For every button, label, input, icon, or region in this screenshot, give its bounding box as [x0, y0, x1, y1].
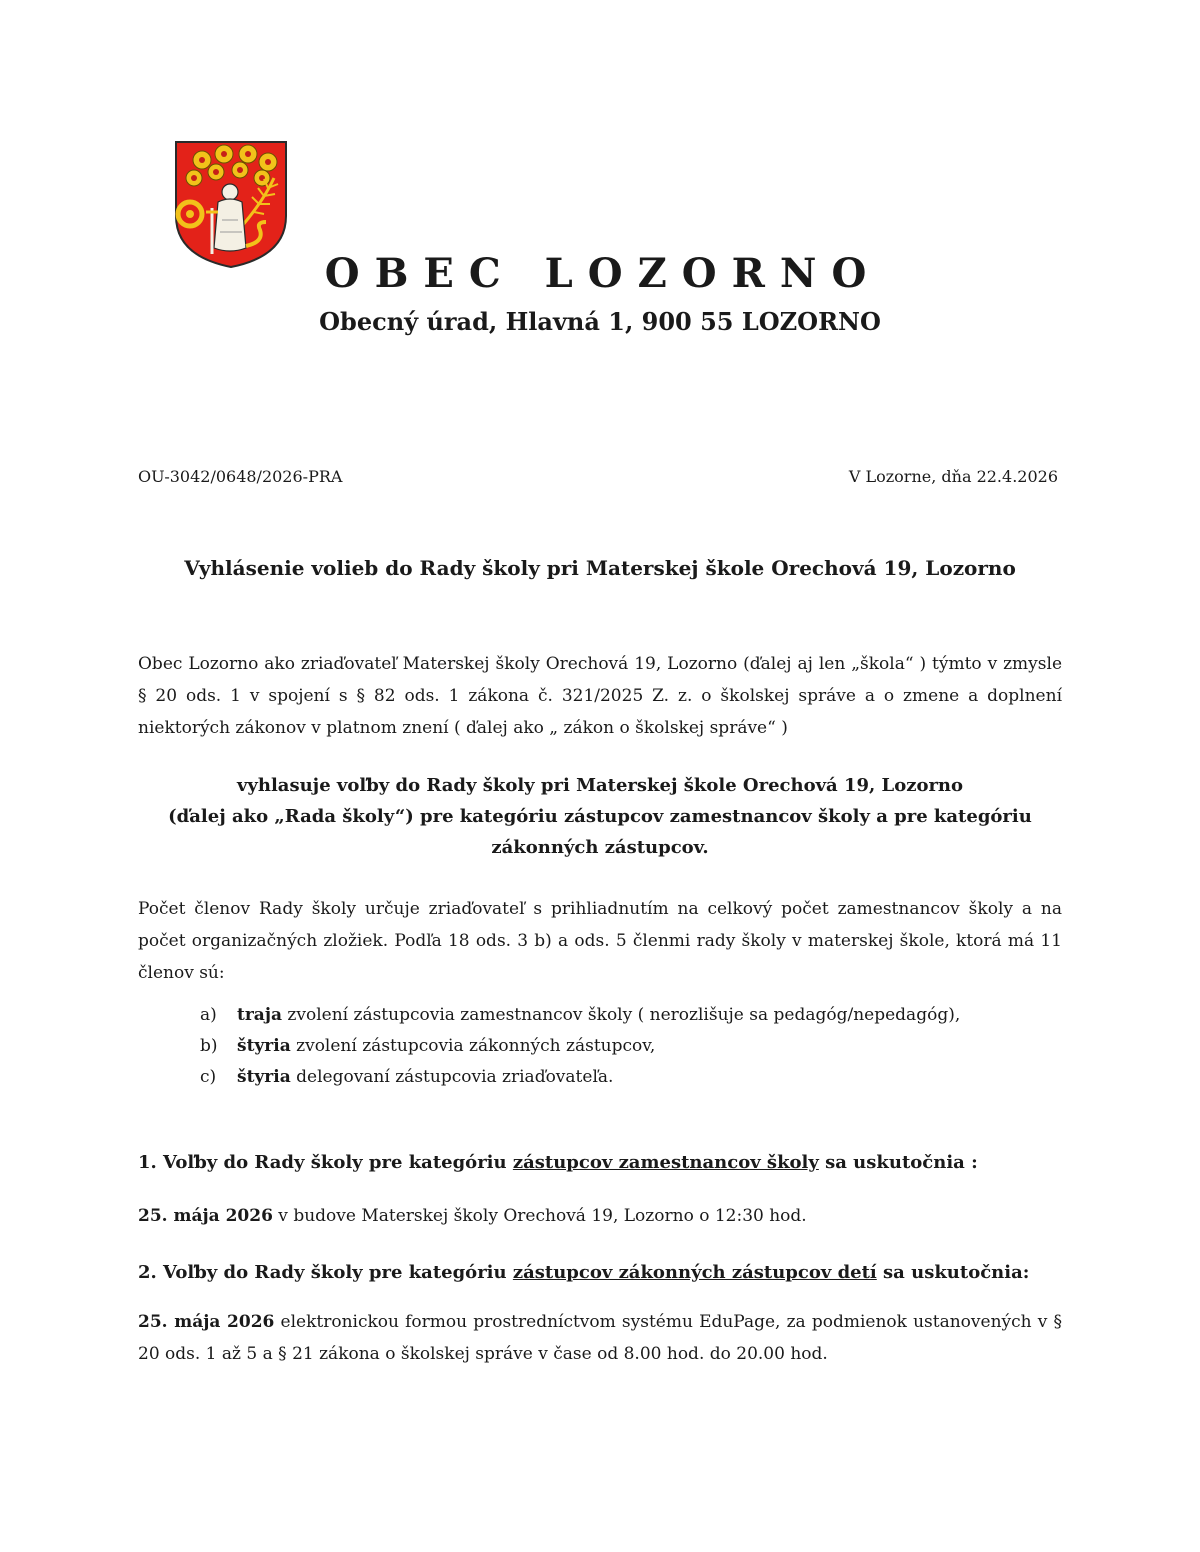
declaration-line-3: zákonných zástupcov. [491, 837, 709, 858]
list-item [200, 1000, 1060, 1031]
member-description: delegovaní zástupcovia zriaďovateľa. [290, 1067, 614, 1087]
members-paragraph: Počet členov Rady školy určuje zriaďovateľ s prihliadnutím na celkový počet zamestnancov školy a na počet organizačných zložiek. Podľa 18 ods. 3 b) a ods. 5 členmi rady školy v materskej škole, ktorá má 11 členov sú: [138, 899, 1062, 983]
list-marker: a) [200, 1005, 217, 1025]
place-and-date: V Lozorne, dňa 22.4.2026 [848, 467, 1058, 486]
member-description: zvolení zástupcovia zákonných zástupcov, [290, 1036, 656, 1056]
member-count: traja [237, 1005, 282, 1025]
section-1-text: v budove Materskej školy Orechová 19, Lozorno o 12:30 hod. [272, 1206, 807, 1226]
section-1-heading [138, 1152, 978, 1173]
document-title: Vyhlásenie volieb do Rady školy pri Materskej škole Orechová 19, Lozorno [184, 556, 1016, 580]
section-2-heading [138, 1262, 1029, 1283]
list-marker: c) [200, 1067, 217, 1087]
list-item [200, 1031, 1060, 1062]
section-1-details [138, 1200, 1062, 1232]
member-list [200, 1000, 1060, 1093]
section-2-heading-end: sa uskutočnia: [876, 1262, 1030, 1283]
organization-address: Obecný úrad, Hlavná 1, 900 55 LOZORNO [319, 307, 881, 336]
declaration-line-1: vyhlasuje voľby do Rady školy pri Materskej škole Orechová 19, Lozorno [236, 775, 964, 796]
member-count: štyria [237, 1036, 291, 1056]
section-2-text: elektronickou formou prostredníctvom systému EduPage, za podmienok ustanovených v § 20 ods. 1 až 5 a § 21 zákona o školskej správe v čase od 8.00 hod. do 20.00 hod. [138, 1312, 1062, 1364]
section-1-heading-text: 1. Voľby do Rady školy pre kategóriu [138, 1152, 513, 1173]
list-marker: b) [200, 1036, 218, 1056]
member-count: štyria [237, 1067, 291, 1087]
list-item [200, 1062, 1060, 1093]
declaration-line-2: (ďalej ako „Rada školy“) pre kategóriu zástupcov zamestnancov školy a pre kategóriu [168, 806, 1032, 827]
section-2-date: 25. mája 2026 [138, 1312, 275, 1332]
organization-name: OBEC LOZORNO [324, 250, 882, 297]
section-1-date: 25. mája 2026 [138, 1206, 273, 1226]
member-description: zvolení zástupcovia zamestnancov školy ( nerozlišuje sa pedagóg/nepedagóg), [282, 1005, 961, 1025]
intro-paragraph: Obec Lozorno ako zriaďovateľ Materskej školy Orechová 19, Lozorno (ďalej aj len „škola“ ) týmto v zmysle § 20 ods. 1 v spojení s § 82 ods. 1 zákona č. 321/2025 Z. z. o školskej správe a o zmene a doplnení niektorých zákonov v platnom znení ( ďalej ako „ zákon o školskej správe“ ) [138, 654, 1062, 738]
section-1-heading-end: sa uskutočnia : [818, 1152, 978, 1173]
section-2-details [138, 1306, 1062, 1370]
section-2-category: zástupcov zákonných zástupcov detí [512, 1262, 877, 1283]
section-1-category: zástupcov zamestnancov školy [512, 1152, 819, 1173]
section-2-heading-text: 2. Voľby do Rady školy pre kategóriu [138, 1262, 513, 1283]
reference-number: OU-3042/0648/2026-PRA [138, 467, 343, 486]
declaration [138, 770, 1062, 863]
